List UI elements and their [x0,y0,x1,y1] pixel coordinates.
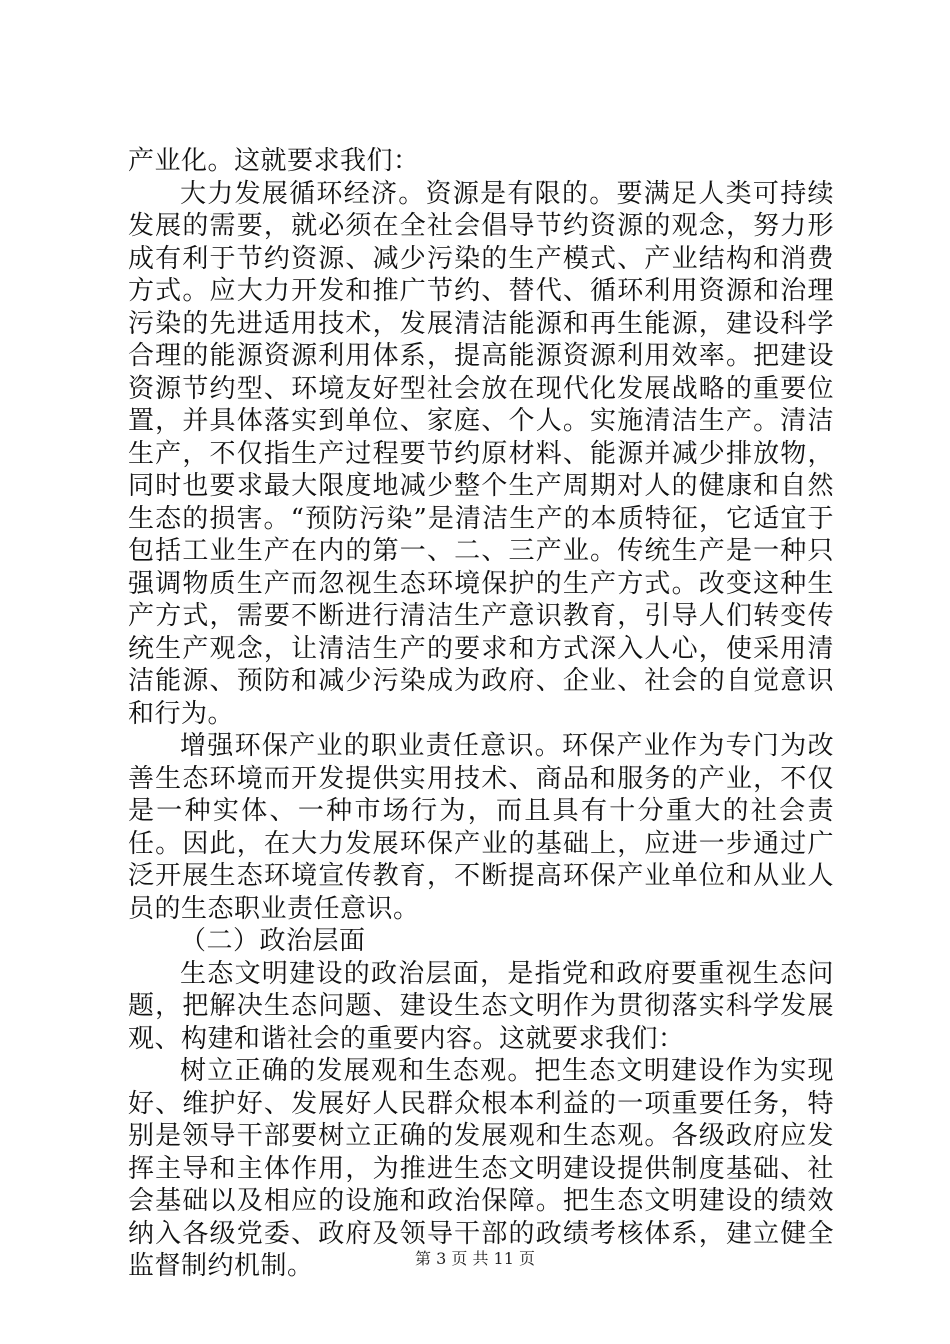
document-body [128,145,834,1283]
section-heading: （二）政治层面 [180,926,366,956]
paragraph-1: 产业化。这就要求我们： [128,146,420,176]
page-footer: 第 3 页 共 11 页 [415,1249,535,1268]
paragraph-3: 增强环保产业的职业责任意识。环保产业作为专门为改善生态环境而开发提供实用技术、商品和服务的产业，不仅是一种实体、一种市场行为，而且具有十分重大的社会责任。因此，在大力发展环保产业的基础上，应进一步通过广泛开展生态环境宣传教育，不断提高环保产业单位和从业人员的生态职业责任意识。 [128,731,834,924]
paragraph-5: 生态文明建设的政治层面，是指党和政府要重视生态问题，把解决生态问题、建设生态文明作为贯彻落实科学发展观、构建和谐社会的重要内容。这就要求我们： [128,958,834,1054]
paragraph-6: 树立正确的发展观和生态观。把生态文明建设作为实现好、维护好、发展好人民群众根本利益的一项重要任务，特别是领导干部要树立正确的发展观和生态观。各级政府应发挥主导和主体作用，为推进生态文明建设提供制度基础、社会基础以及相应的设施和政治保障。把生态文明建设的绩效纳入各级党委、政府及领导干部的政绩考核体系，建立健全监督制约机制。 [128,1056,834,1281]
paragraph-2: 大力发展循环经济。资源是有限的。要满足人类可持续发展的需要，就必须在全社会倡导节约资源的观念，努力形成有利于节约资源、减少污染的生产模式、产业结构和消费方式。应大力开发和推广节约、替代、循环利用资源和治理污染的先进适用技术，发展清洁能源和再生能源，建设科学合理的能源资源利用体系，提高能源资源利用效率。把建设资源节约型、环境友好型社会放在现代化发展战略的重要位置，并具体落实到单位、家庭、个人。实施清洁生产。清洁生产，不仅指生产过程要节约原材料、能源并减少排放物，同时也要求最大限度地减少整个生产周期对人的健康和自然生态的损害。“预防污染”是清洁生产的本质特征，它适宜于包括工业生产在内的第一、二、三产业。传统生产是一种只强调物质生产而忽视生态环境保护的生产方式。改变这种生产方式，需要不断进行清洁生产意识教育，引导人们转变传统生产观念，让清洁生产的要求和方式深入人心，使采用清洁能源、预防和减少污染成为政府、企业、社会的自觉意识和行为。 [128,178,834,729]
